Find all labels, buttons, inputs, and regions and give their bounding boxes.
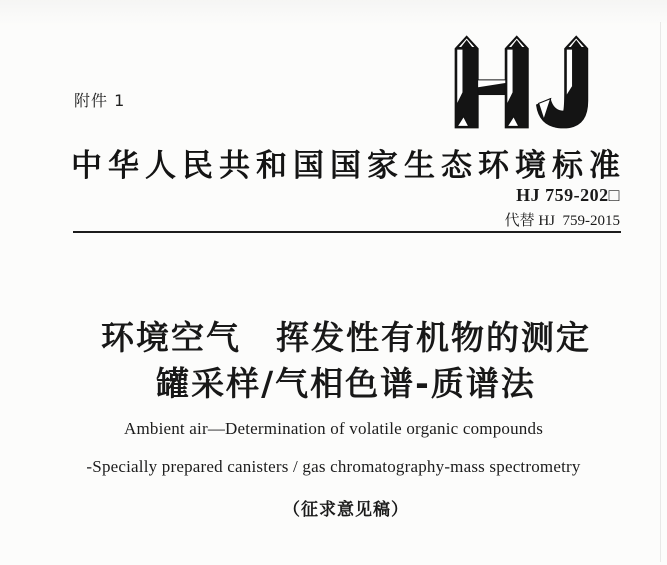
attachment-label: 附件 1 xyxy=(74,91,126,110)
draft-status-note: （征求意见稿） xyxy=(283,500,409,520)
hj-logo-letter-j xyxy=(537,36,588,128)
document-title-en-line1: Ambient air—Determination of volatile organic compounds xyxy=(123,419,544,438)
document-title-cn-line1: 环境空气 挥发性有机物的测定 xyxy=(101,318,591,357)
hj-logo xyxy=(453,34,593,130)
scan-artifact-line xyxy=(660,22,661,562)
page-title: 中华人民共和国国家生态环境标准 xyxy=(71,148,626,183)
hj-logo-letter-h xyxy=(455,36,528,128)
header-divider xyxy=(73,231,621,233)
standard-number: HJ 759-202□ xyxy=(516,185,620,205)
document-title-cn-line2: 罐采样/气相色谱-质谱法 xyxy=(156,364,536,403)
replaces-note: 代替 HJ 759-2015 xyxy=(504,213,620,229)
document-title-en-line2: -Specially prepared canisters / gas chromatography-mass spectrometry xyxy=(86,457,581,476)
scan-noise xyxy=(0,0,667,26)
